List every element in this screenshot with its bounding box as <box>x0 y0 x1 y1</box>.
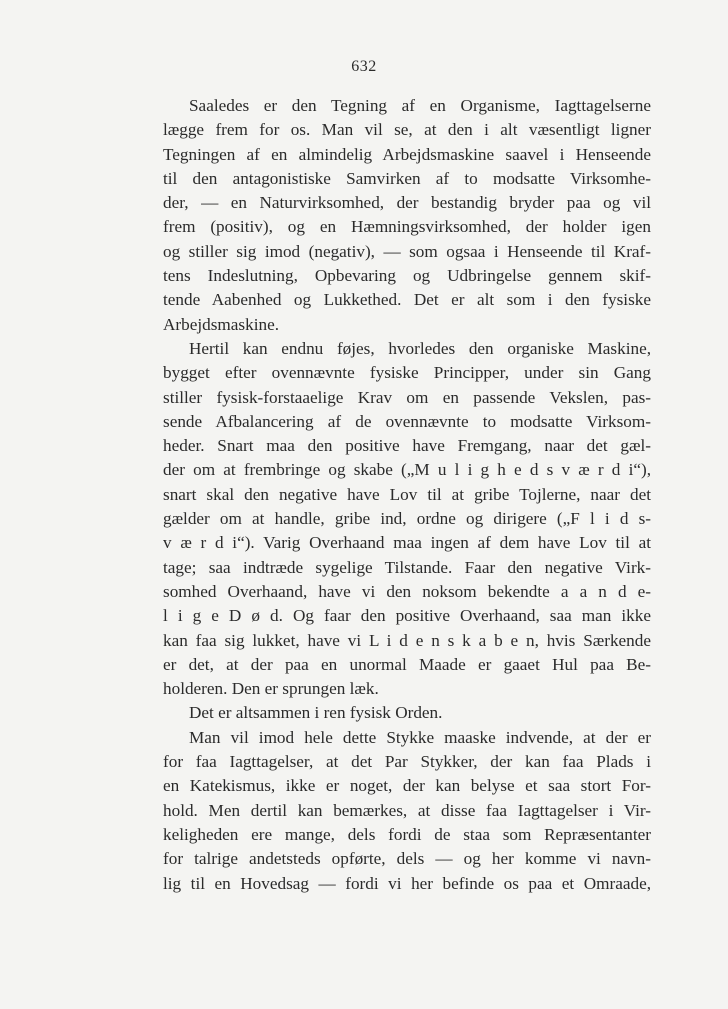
text-line: Tegningen af en almindelig Arbejdsmaskine saavel i Henseende <box>163 144 651 164</box>
text-line: tende Aabenhed og Lukkethed. Det er alt som i den fysiske <box>163 290 651 310</box>
text-line: kan faa sig lukket, have vi L i d e n s k a b e n, hvis Særkende <box>163 630 651 650</box>
text-line: keligheden ere mange, dels fordi de staa som Repræsentanter <box>163 824 651 844</box>
body-text <box>163 94 651 896</box>
text-line: er det, at der paa en unormal Maade er gaaet Hul paa Be- <box>163 654 651 674</box>
text-line: lægge frem for os. Man vil se, at den i alt væsentligt ligner <box>163 120 651 140</box>
page-number: 632 <box>351 58 377 75</box>
text-line: stiller fysisk-forstaaelige Krav om en passende Vekslen, pas- <box>163 387 651 407</box>
text-line: Hertil kan endnu føjes, hvorledes den organiske Maskine, <box>189 338 651 358</box>
text-line: for talrige andetsteds opførte, dels — og her komme vi navn- <box>163 849 651 869</box>
text-line: l i g e D ø d. Og faar den positive Overhaand, saa man ikke <box>163 606 651 626</box>
text-line: frem (positiv), og en Hæmningsvirksomhed, der holder igen <box>163 217 651 237</box>
text-line: heder. Snart maa den positive have Fremgang, naar det gæl- <box>163 436 651 456</box>
text-line: der om at frembringe og skabe („M u l i g h e d s v æ r d i“), <box>163 460 651 480</box>
text-line: bygget efter ovennævnte fysiske Principper, under sin Gang <box>163 363 651 383</box>
text-line: Saaledes er den Tegning af en Organisme, Iagttagelserne <box>189 96 651 115</box>
text-line: v æ r d i“). Varig Overhaand maa ingen af dem have Lov til at <box>163 533 651 553</box>
text-line: somhed Overhaand, have vi den noksom bekendte a a n d e- <box>163 581 651 601</box>
text-line: til den antagonistiske Samvirken af to modsatte Virksomhe- <box>163 168 651 188</box>
text-line: gælder om at handle, gribe ind, ordne og dirigere („F l i d s- <box>163 509 651 529</box>
text-line: en Katekismus, ikke er noget, der kan belyse et saa stort For- <box>163 776 651 796</box>
text-line: Man vil imod hele dette Stykke maaske indvende, at der er <box>189 727 651 747</box>
text-line: hold. Men dertil kan bemærkes, at disse faa Iagttagelser i Vir- <box>163 800 651 820</box>
text-line: sende Afbalancering af de ovennævnte to modsatte Virksom- <box>163 411 651 431</box>
text-line: der, — en Naturvirksomhed, der bestandig bryder paa og vil <box>163 193 651 213</box>
text-line: Arbejdsmaskine. <box>163 314 279 334</box>
text-line: tage; saa indtræde sygelige Tilstande. Faar den negative Virk- <box>163 557 651 577</box>
text-line: snart skal den negative have Lov til at gribe Tojlerne, naar det <box>163 484 651 504</box>
text-line: holderen. Den er sprungen læk. <box>163 679 379 699</box>
text-line: for faa Iagttagelser, at det Par Stykker, der kan faa Plads i <box>163 752 651 772</box>
text-line: lig til en Hovedsag — fordi vi her befinde os paa et Omraade, <box>163 873 651 893</box>
text-line: tens Indeslutning, Opbevaring og Udbringelse gennem skif- <box>163 266 651 286</box>
text-line: Det er altsammen i ren fysisk Orden. <box>189 703 443 723</box>
text-line: og stiller sig imod (negativ), — som ogsaa i Henseende til Kraf- <box>163 241 651 261</box>
